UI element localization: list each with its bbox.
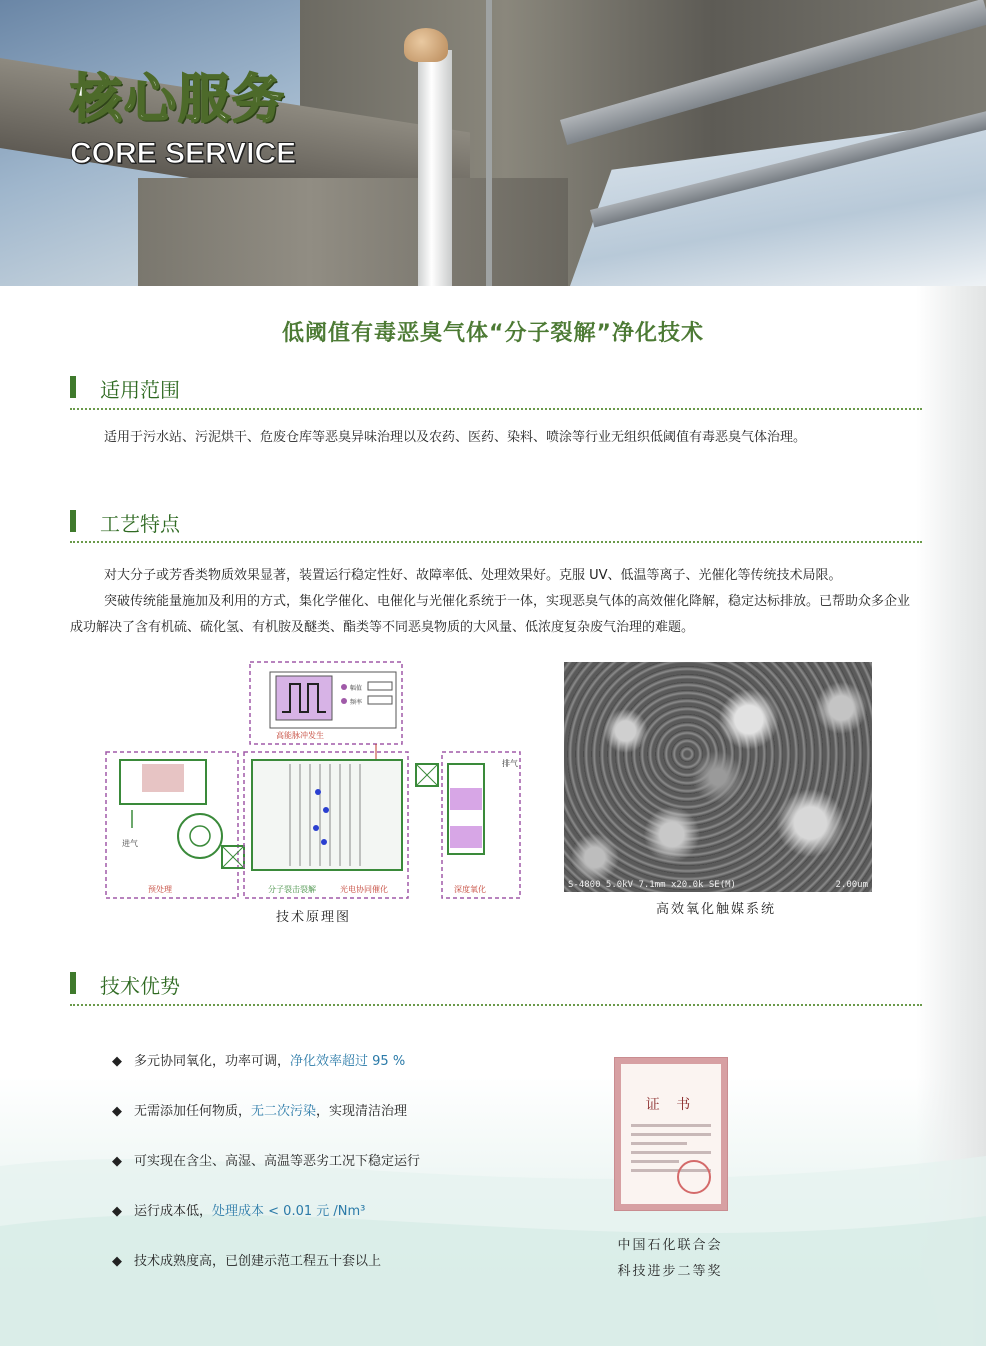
diagram-caption: 技术原理图 (276, 910, 352, 925)
banner-title-cn: 核心服务 (70, 70, 287, 130)
highlight-text: 净化效率超过 95 % (290, 1054, 406, 1069)
list-item: ◆ 技术成熟度高，已创建示范工程五十套以上 (112, 1254, 382, 1269)
certificate-caption-line1: 中国石化联合会 (617, 1238, 723, 1253)
section-divider (70, 541, 922, 543)
diagram-stage3: 光电协同催化 (340, 885, 388, 894)
section-bar (70, 510, 76, 532)
diagram-inlet: 进气 (122, 839, 138, 848)
diagram-stage2: 分子裂击裂解 (268, 885, 316, 894)
section-title: 适用范围 (100, 378, 180, 402)
page-title: 低阈值有毒恶臭气体“分子裂解”净化技术 (282, 321, 704, 346)
diagram-pulse-label: 高能脉冲发生 (276, 731, 324, 740)
diamond-bullet-icon: ◆ (112, 1054, 122, 1069)
header-banner (0, 0, 986, 286)
section-divider (70, 408, 922, 410)
diagram-stage4: 深度氧化 (454, 885, 486, 894)
sem-caption: 高效氧化触媒系统 (656, 902, 777, 917)
list-item: ◆ 运行成本低，处理成本 < 0.01 元 /Nm³ (112, 1204, 366, 1219)
diagram-stage1: 预处理 (148, 885, 172, 894)
highlight-text: 处理成本 < 0.01 元 /Nm³ (212, 1204, 366, 1219)
process-diagram (104, 660, 524, 900)
seal-icon (677, 1160, 711, 1194)
certificate-caption-line2: 科技进步二等奖 (617, 1264, 723, 1279)
diagram-param1: 幅值 (350, 685, 363, 692)
section-title: 工艺特点 (100, 512, 180, 536)
list-item: ◆ 多元协同氧化，功率可调，净化效率超过 95 % (112, 1054, 406, 1069)
highlight-text: 无二次污染 (251, 1104, 317, 1119)
section-bar (70, 376, 76, 398)
list-item: ◆ 无需添加任何物质，无二次污染，实现清洁治理 (112, 1104, 408, 1119)
diamond-bullet-icon: ◆ (112, 1104, 122, 1119)
certificate-title: 证 书 (645, 1097, 697, 1113)
sem-info-left: S-4800 5.0kV 7.1mm x20.0k SE(M) (568, 880, 736, 890)
diagram-param2: 频率 (350, 699, 363, 706)
diamond-bullet-icon: ◆ (112, 1154, 122, 1169)
certificate-image (615, 1058, 727, 1210)
banner-title-en: CORE SERVICE (70, 137, 297, 170)
sem-micrograph (564, 662, 872, 892)
list-item: ◆ 可实现在含尘、高湿、高温等恶劣工况下稳定运行 (112, 1154, 421, 1169)
sem-info-right: 2.00um (835, 880, 868, 890)
section-bar (70, 972, 76, 994)
diamond-bullet-icon: ◆ (112, 1254, 122, 1269)
scope-text: 适用于污水站、污泥烘干、危废仓库等恶臭异味治理以及农药、医药、染料、喷涂等行业无组织低阈值有毒恶臭气体治理。 (104, 430, 807, 445)
diagram-outlet: 排气 (502, 759, 518, 768)
section-title: 技术优势 (100, 974, 180, 998)
diamond-bullet-icon: ◆ (112, 1204, 122, 1219)
features-para-1: 对大分子或芳香类物质效果显著，装置运行稳定性好、故障率低、处理效果好。克服 UV、低温等离子、光催化等传统技术局限。 (104, 568, 842, 583)
features-para-2: 突破传统能量施加及利用的方式，集化学催化、电催化与光催化系统于一体，实现恶臭气体的高效催化降解，稳定达标排放。已帮助众多企业成功解决了含有机硫、硫化氢、有机胺及醚类、酯类等不同恶臭物质的大风量、低浓度复杂废气治理的难题。 (70, 594, 911, 635)
section-divider (70, 1004, 922, 1006)
